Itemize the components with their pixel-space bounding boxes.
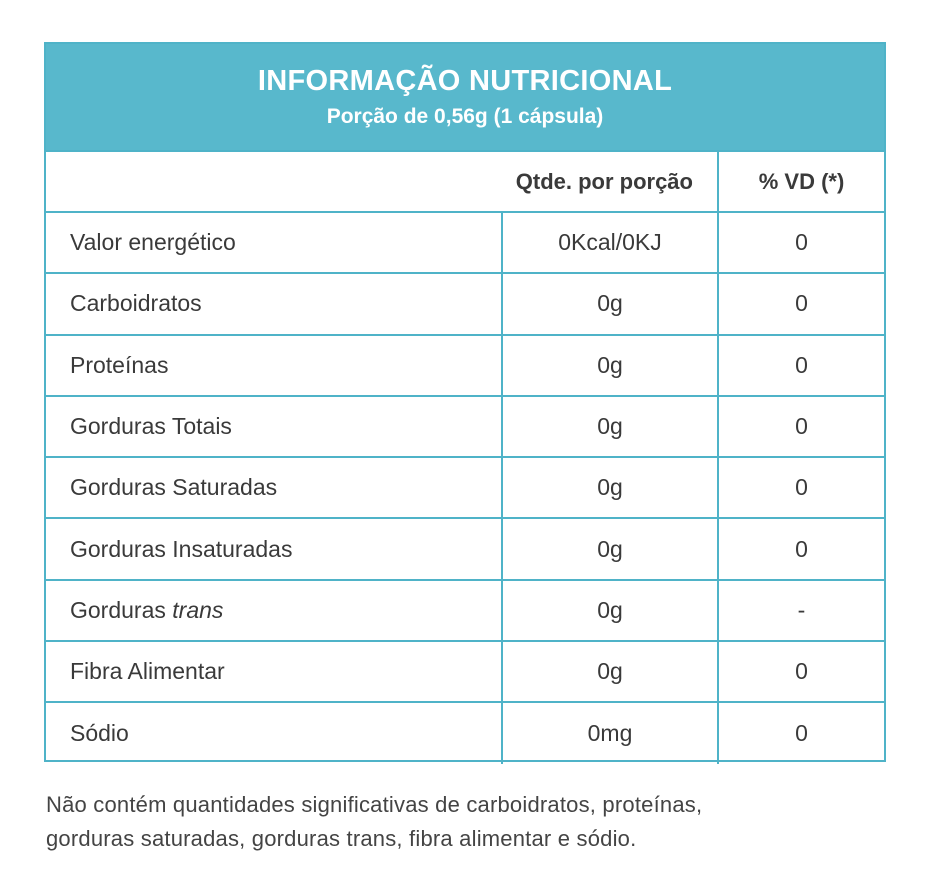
- nutrition-facts-panel: [44, 42, 886, 762]
- nutrient-name: Gorduras trans: [46, 580, 502, 641]
- nutrient-daily-value: 0: [718, 518, 884, 579]
- table-row: [46, 273, 884, 334]
- table-row: [46, 396, 884, 457]
- nutrient-name: Valor energético: [46, 212, 502, 273]
- nutrient-name: Carboidratos: [46, 273, 502, 334]
- nutrient-name: Gorduras Saturadas: [46, 457, 502, 518]
- table-row: [46, 641, 884, 702]
- nutrient-daily-value: 0: [718, 641, 884, 702]
- column-header-daily-value: % VD (*): [718, 152, 884, 212]
- table-row: [46, 212, 884, 273]
- nutrient-daily-value: 0: [718, 212, 884, 273]
- nutrient-name: Gorduras Totais: [46, 396, 502, 457]
- nutrient-daily-value: 0: [718, 335, 884, 396]
- serving-size: Porção de 0,56g (1 cápsula): [326, 105, 604, 128]
- nutrient-quantity: 0g: [502, 396, 718, 457]
- nutrition-table: [46, 152, 884, 764]
- column-header-quantity: Qtde. por porção: [502, 152, 718, 212]
- column-header-nutrient: [46, 152, 502, 212]
- table-header-row: [46, 152, 884, 212]
- nutrient-name: Gorduras Insaturadas: [46, 518, 502, 579]
- footnote-line: gorduras saturadas, gorduras trans, fibra alimentar e sódio.: [46, 826, 637, 851]
- nutrient-daily-value: 0: [718, 273, 884, 334]
- nutrient-quantity: 0g: [502, 335, 718, 396]
- footnote: [46, 788, 906, 856]
- nutrition-title: INFORMAÇÃO NUTRICIONAL: [257, 65, 673, 97]
- nutrient-name: Sódio: [46, 702, 502, 763]
- nutrition-header: [46, 44, 884, 152]
- table-row: [46, 335, 884, 396]
- nutrient-quantity: 0g: [502, 518, 718, 579]
- nutrient-quantity: 0Kcal/0KJ: [502, 212, 718, 273]
- nutrient-name: Proteínas: [46, 335, 502, 396]
- nutrient-daily-value: 0: [718, 702, 884, 763]
- nutrient-daily-value: 0: [718, 396, 884, 457]
- nutrient-quantity: 0g: [502, 641, 718, 702]
- nutrient-name: Fibra Alimentar: [46, 641, 502, 702]
- nutrient-quantity: 0g: [502, 273, 718, 334]
- footnote-line: Não contém quantidades significativas de carboidratos, proteínas,: [46, 792, 703, 817]
- nutrient-daily-value: 0: [718, 457, 884, 518]
- nutrient-quantity: 0g: [502, 580, 718, 641]
- nutrient-daily-value: -: [718, 580, 884, 641]
- table-row: [46, 457, 884, 518]
- nutrient-quantity: 0mg: [502, 702, 718, 763]
- nutrient-quantity: 0g: [502, 457, 718, 518]
- table-row: [46, 702, 884, 763]
- table-row: [46, 518, 884, 579]
- table-row: [46, 580, 884, 641]
